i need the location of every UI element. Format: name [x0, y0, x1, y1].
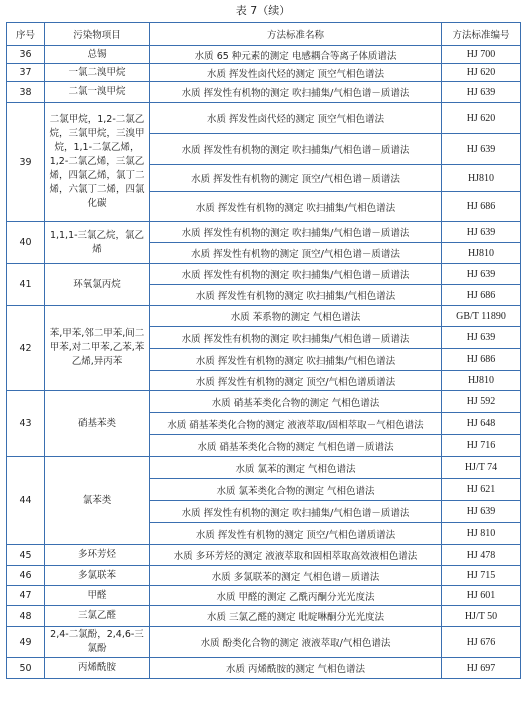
method-code-cell: HJ 478	[442, 545, 521, 566]
table-row	[7, 566, 521, 586]
method-code-cell: HJ 639	[442, 501, 521, 523]
header-method-code: 方法标准编号	[442, 23, 521, 46]
method-code-cell: HJ 716	[442, 435, 521, 457]
pollutant-cell: 甲醛	[45, 586, 150, 606]
table-row	[7, 391, 521, 413]
method-name-cell: 水质 硝基苯类化合物的测定 液液萃取/固相萃取－气相色谱法	[150, 413, 442, 435]
row-number: 43	[7, 391, 45, 457]
table-row	[7, 606, 521, 627]
pollutant-cell: 多氯联苯	[45, 566, 150, 586]
row-number: 39	[7, 103, 45, 222]
method-name-cell: 水质 挥发性有机物的测定 吹扫捕集/气相色谱法	[150, 285, 442, 306]
row-number: 49	[7, 627, 45, 658]
method-name-cell: 水质 氯苯的测定 气相色谱法	[150, 457, 442, 479]
table-row	[7, 222, 521, 243]
method-code-cell: HJ 676	[442, 627, 521, 658]
pollutant-cell: 苯,甲苯,邻二甲苯,间二甲苯,对二甲苯,乙苯,苯乙烯,异丙苯	[45, 306, 150, 391]
method-name-cell: 水质 硝基苯类化合物的测定 气相色谱－质谱法	[150, 435, 442, 457]
pollutant-cell: 1,1,1-三氯乙烷，氯乙烯	[45, 222, 150, 264]
method-name-cell: 水质 挥发性有机物的测定 顶空/气相色谱－质谱法	[150, 243, 442, 264]
method-name-cell: 水质 挥发性有机物的测定 吹扫捕集/气相色谱－质谱法	[150, 327, 442, 349]
table-row	[7, 64, 521, 82]
header-row	[7, 23, 521, 46]
method-code-cell: HJ 639	[442, 82, 521, 103]
row-number: 38	[7, 82, 45, 103]
method-code-cell: HJ810	[442, 371, 521, 391]
method-code-cell: GB/T 11890	[442, 306, 521, 327]
pollutant-cell: 三氯乙醛	[45, 606, 150, 627]
method-code-cell: HJ 686	[442, 349, 521, 371]
method-code-cell: HJ/T 50	[442, 606, 521, 627]
pollutant-cell: 二氯甲烷，1,2-二氯乙烷，三氯甲烷，三溴甲烷，1,1-二氯乙烯，1,2-二氯乙烯，三氯乙烯，四氯乙烯，氯丁二烯，六氯丁二烯，四氯化碳	[45, 103, 150, 222]
method-code-cell: HJ 686	[442, 192, 521, 222]
method-code-cell: HJ 700	[442, 46, 521, 64]
method-code-cell: HJ810	[442, 243, 521, 264]
method-code-cell: HJ 639	[442, 327, 521, 349]
row-number: 45	[7, 545, 45, 566]
method-name-cell: 水质 挥发性有机物的测定 吹扫捕集/气相色谱－质谱法	[150, 501, 442, 523]
method-code-cell: HJ 639	[442, 264, 521, 285]
method-code-cell: HJ 620	[442, 103, 521, 134]
method-code-cell: HJ 715	[442, 566, 521, 586]
method-code-cell: HJ 686	[442, 285, 521, 306]
method-code-cell: HJ 620	[442, 64, 521, 82]
method-code-cell: HJ 810	[442, 523, 521, 545]
row-number: 40	[7, 222, 45, 264]
method-name-cell: 水质 挥发性有机物的测定 吹扫捕集/气相色谱－质谱法	[150, 222, 442, 243]
method-name-cell: 水质 氯苯类化合物的测定 气相色谱法	[150, 479, 442, 501]
table-row	[7, 627, 521, 658]
method-name-cell: 水质 苯系物的测定 气相色谱法	[150, 306, 442, 327]
method-name-cell: 水质 甲醛的测定 乙酰丙酮分光光度法	[150, 586, 442, 606]
table-row	[7, 46, 521, 64]
pollutant-cell: 2,4-二氯酚，2,4,6-三氯酚	[45, 627, 150, 658]
method-name-cell: 水质 挥发性有机物的测定 吹扫捕集/气相色谱－质谱法	[150, 134, 442, 165]
row-number: 41	[7, 264, 45, 306]
table-caption: 表 7（续）	[235, 4, 291, 17]
method-name-cell: 水质 酚类化合物的测定 液液萃取/气相色谱法	[150, 627, 442, 658]
method-code-cell: HJ 639	[442, 222, 521, 243]
method-name-cell: 水质 挥发性有机物的测定 吹扫捕集/气相色谱－质谱法	[150, 264, 442, 285]
method-code-cell: HJ 648	[442, 413, 521, 435]
table-row	[7, 82, 521, 103]
method-code-cell: HJ810	[442, 165, 521, 192]
row-number: 42	[7, 306, 45, 391]
row-number: 48	[7, 606, 45, 627]
table-row	[7, 545, 521, 566]
row-number: 46	[7, 566, 45, 586]
header-method-name: 方法标准名称	[150, 23, 442, 46]
method-name-cell: 水质 挥发性有机物的测定 顶空/气相色谱质谱法	[150, 371, 442, 391]
header-no: 序号	[7, 23, 45, 46]
method-name-cell: 水质 丙烯酰胺的测定 气相色谱法	[150, 658, 442, 679]
methods-table	[6, 22, 521, 679]
method-name-cell: 水质 挥发性有机物的测定 吹扫捕集/气相色谱法	[150, 192, 442, 222]
row-number: 37	[7, 64, 45, 82]
method-name-cell: 水质 硝基苯类化合物的测定 气相色谱法	[150, 391, 442, 413]
table-row	[7, 306, 521, 327]
method-name-cell: 水质 挥发性卤代烃的测定 顶空气相色谱法	[150, 64, 442, 82]
method-name-cell: 水质 多氯联苯的测定 气相色谱－质谱法	[150, 566, 442, 586]
table-row	[7, 103, 521, 134]
row-number: 44	[7, 457, 45, 545]
table-body	[7, 46, 521, 679]
method-name-cell: 水质 挥发性卤代烃的测定 顶空气相色谱法	[150, 103, 442, 134]
table-row	[7, 457, 521, 479]
pollutant-cell: 总锡	[45, 46, 150, 64]
method-name-cell: 水质 三氯乙醛的测定 吡啶啉酮分光光度法	[150, 606, 442, 627]
method-code-cell: HJ 601	[442, 586, 521, 606]
method-code-cell: HJ 621	[442, 479, 521, 501]
pollutant-cell: 环氧氯丙烷	[45, 264, 150, 306]
pollutant-cell: 丙烯酰胺	[45, 658, 150, 679]
method-name-cell: 水质 挥发性有机物的测定 顶空/气相色谱－质谱法	[150, 165, 442, 192]
method-code-cell: HJ 592	[442, 391, 521, 413]
method-name-cell: 水质 挥发性有机物的测定 吹扫捕集/气相色谱法	[150, 349, 442, 371]
method-name-cell: 水质 挥发性有机物的测定 顶空/气相色谱质谱法	[150, 523, 442, 545]
pollutant-cell: 硝基苯类	[45, 391, 150, 457]
method-name-cell: 水质 挥发性有机物的测定 吹扫捕集/气相色谱－质谱法	[150, 82, 442, 103]
row-number: 47	[7, 586, 45, 606]
pollutant-cell: 一氯二溴甲烷	[45, 64, 150, 82]
pollutant-cell: 二氯一溴甲烷	[45, 82, 150, 103]
method-name-cell: 水质 65 种元素的测定 电感耦合等离子体质谱法	[150, 46, 442, 64]
pollutant-cell: 多环芳烃	[45, 545, 150, 566]
method-name-cell: 水质 多环芳烃的测定 液液萃取和固相萃取高效液相色谱法	[150, 545, 442, 566]
row-number: 50	[7, 658, 45, 679]
header-pollutant: 污染物项目	[45, 23, 150, 46]
method-code-cell: HJ 639	[442, 134, 521, 165]
method-code-cell: HJ 697	[442, 658, 521, 679]
method-code-cell: HJ/T 74	[442, 457, 521, 479]
table-row	[7, 264, 521, 285]
row-number: 36	[7, 46, 45, 64]
pollutant-cell: 氯苯类	[45, 457, 150, 545]
table-row	[7, 658, 521, 679]
table-row	[7, 586, 521, 606]
